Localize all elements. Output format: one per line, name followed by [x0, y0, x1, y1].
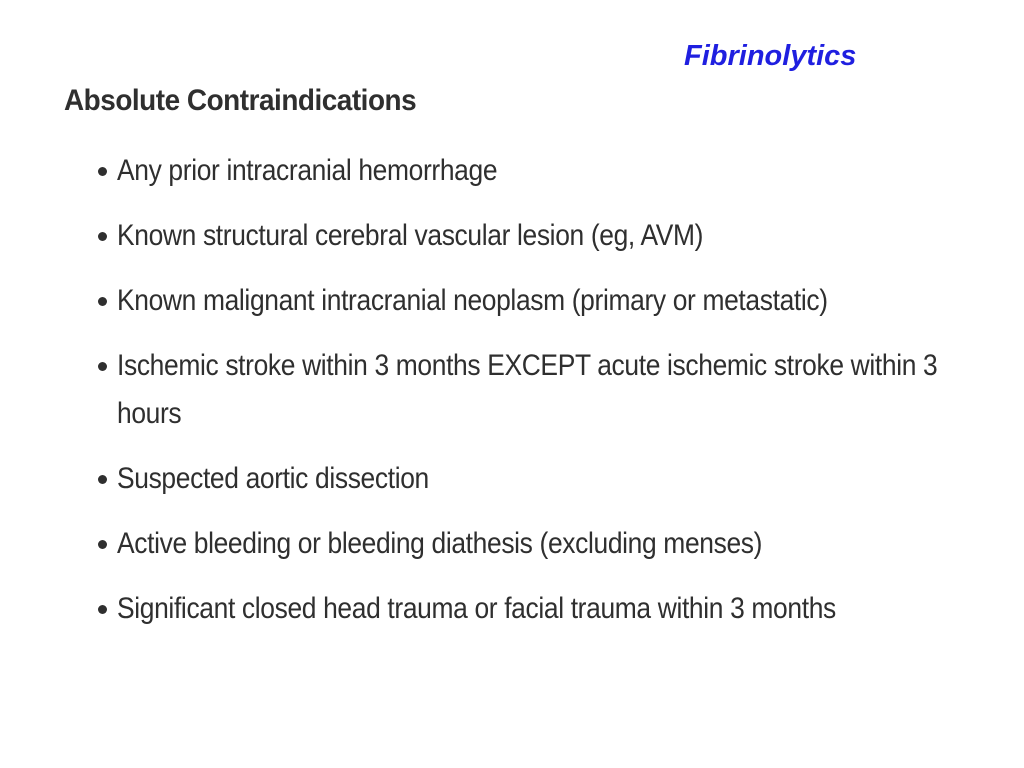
list-item-text: Known structural cerebral vascular lesion (eg, AVM) [117, 219, 704, 252]
list-item [64, 585, 964, 633]
list-item [64, 277, 964, 325]
list-item [64, 342, 964, 438]
list-item [64, 212, 964, 260]
bullet-icon [98, 475, 107, 484]
list-item [64, 520, 964, 568]
list-item-text: Active bleeding or bleeding diathesis (excluding menses) [117, 527, 763, 560]
list-item-text: Known malignant intracranial neoplasm (primary or metastatic) [117, 284, 828, 317]
bullet-icon [98, 362, 107, 371]
bullet-icon [98, 540, 107, 549]
list-item-text: Suspected aortic dissection [117, 462, 429, 495]
bullet-icon [98, 605, 107, 614]
content-area [64, 82, 964, 650]
section-heading: Absolute Contraindications [64, 84, 417, 117]
bullet-icon [98, 297, 107, 306]
slide-title: Fibrinolytics [684, 40, 857, 72]
list-item-text: Ischemic stroke within 3 months EXCEPT acute ischemic stroke within 3 hours [117, 349, 938, 430]
list-item [64, 455, 964, 503]
list-item [64, 147, 964, 195]
list-item-text: Any prior intracranial hemorrhage [117, 154, 498, 187]
bullet-icon [98, 232, 107, 241]
list-item-text: Significant closed head trauma or facial trauma within 3 months [117, 592, 836, 625]
bullet-icon [98, 167, 107, 176]
contraindications-list [64, 147, 964, 633]
